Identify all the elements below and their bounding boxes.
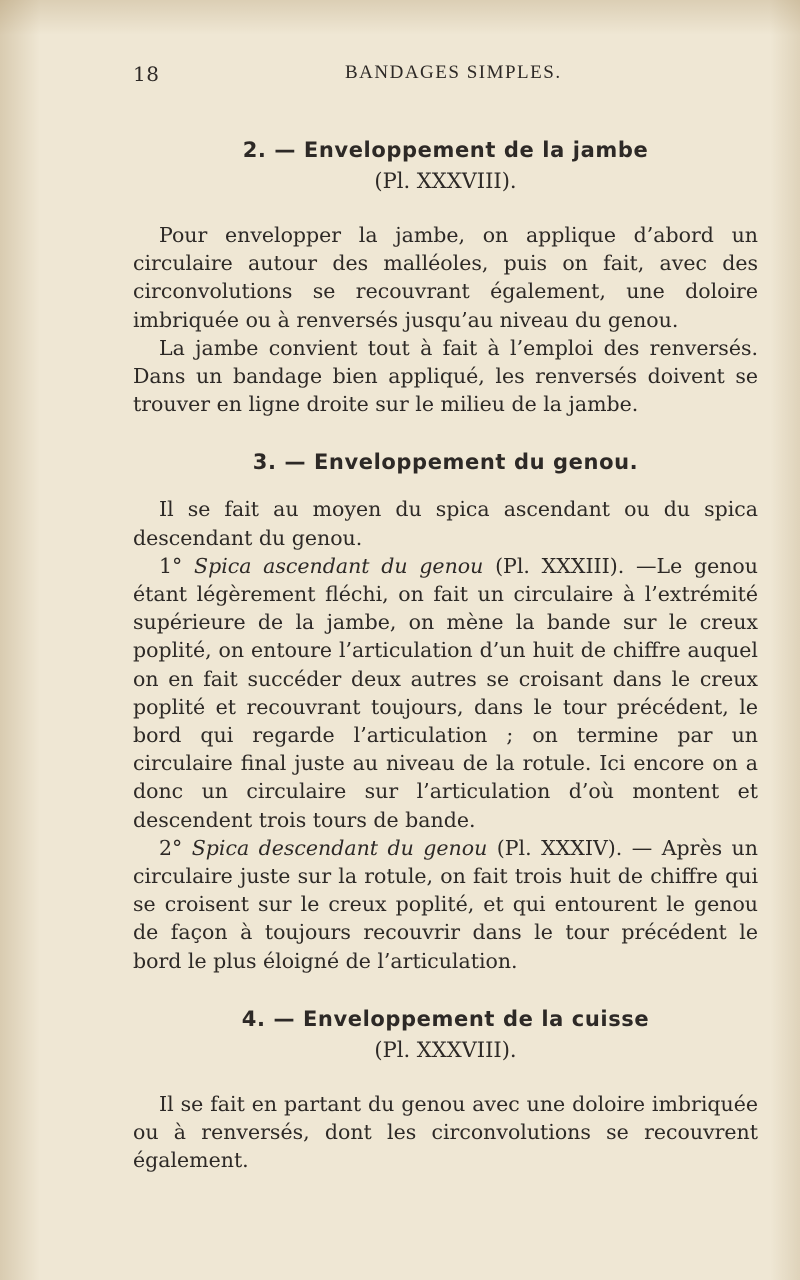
item-number: 1° <box>159 553 183 578</box>
running-title: BANDAGES SIMPLES. <box>345 62 562 83</box>
paragraph-knee-descending <box>133 834 758 975</box>
paragraph-leg-1: Pour envelopper la jambe, on applique d’abord un circulaire autour des malléoles, puis on fait, avec des circonvolutions se recouvrant également, une doloire imbriquée ou à renversés jusqu’au niveau du genou. <box>133 223 758 332</box>
spacer <box>133 975 758 1003</box>
item-number: 2° <box>159 835 183 860</box>
section-heading-leg: 2. — Enveloppement de la jambe <box>242 138 649 162</box>
spacer <box>133 1065 758 1090</box>
paragraph-thigh-1: Il se fait en partant du genou avec une doloire imbriquée ou à renversés, dont les circonvolutions se recouvrent également. <box>133 1091 758 1173</box>
plate-reference-thigh: (Pl. XXXVIII). <box>374 1037 517 1062</box>
section-heading-thigh: 4. — Enveloppement de la cuisse <box>241 1006 650 1031</box>
item-plate: (Pl. XXXIV). <box>496 835 623 860</box>
item-title: Spica ascendant du genou <box>194 553 484 578</box>
paragraph-knee-intro: Il se fait au moyen du spica ascendant ou du spica descendant du genou. <box>133 497 758 550</box>
spacer <box>133 196 758 221</box>
spacer <box>133 478 758 495</box>
page-number: 18 <box>133 62 160 86</box>
section-heading-knee: 3. — Enveloppement du genou. <box>252 450 639 475</box>
paragraph-leg-2: La jambe convient tout à fait à l’emploi des renversés. Dans un bandage bien appliqué, les renversés doivent se trouver en ligne droite sur le milieu de la jambe. <box>133 335 758 417</box>
running-head <box>133 62 758 92</box>
item-title: Spica descendant du genou <box>191 835 488 860</box>
page-content <box>133 134 758 1174</box>
plate-reference-leg: (Pl. XXXVIII). <box>374 169 517 193</box>
item-text: — Après un circulaire juste sur la rotule, on fait trois huit de chiffre qui se croisent sur le creux poplité, et qui entourent le genou de façon à toujours recouvrir dans le tour précédent le bord le plus éloigné de l’articulation. <box>133 835 758 973</box>
item-plate: (Pl. XXXIII). <box>495 553 625 578</box>
paragraph-knee-ascending <box>133 552 758 834</box>
item-text: —Le genou étant légèrement fléchi, on fait un circulaire à l’extrémité supérieure de la jambe, on mène la bande sur le creux poplité, on entoure l’articulation d’un huit de chiffre auquel on en fait succéder deux autres se croisant dans le creux poplité et recouvrant toujours, dans le tour précédent, le bord qui regarde l’articulation ; on termine par un circulaire final juste au niveau de la rotule. Ici encore on a donc un circulaire sur l’articulation d’où montent et descendent trois tours de bande. <box>133 553 758 832</box>
spacer <box>133 418 758 446</box>
